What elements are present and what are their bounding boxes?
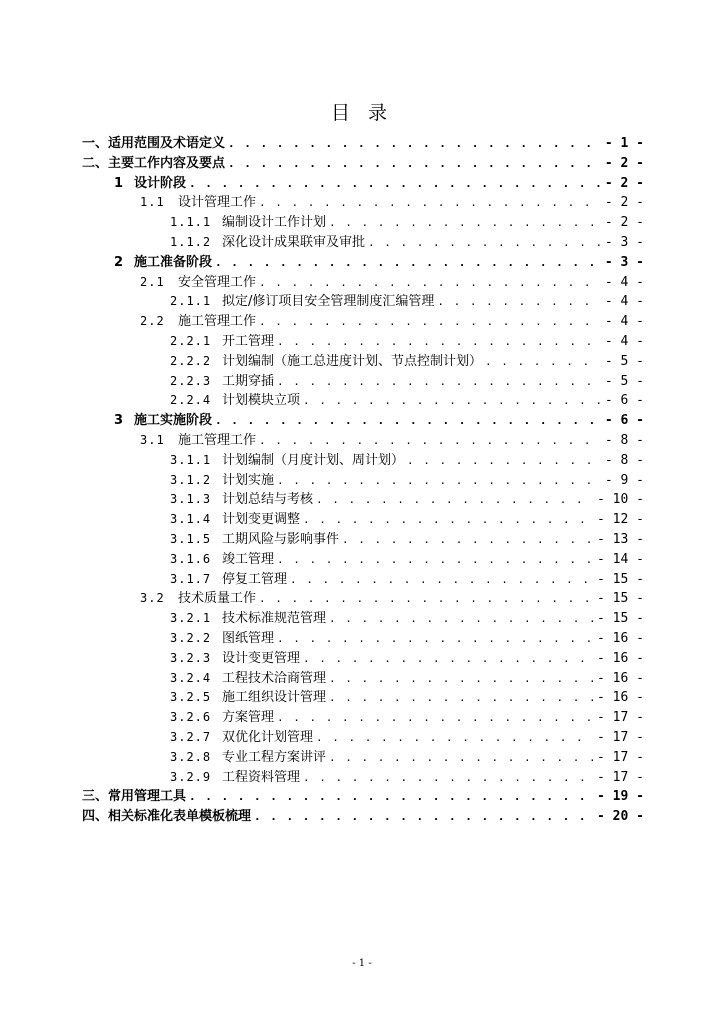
toc-dot-leader [228, 154, 601, 174]
toc-dot-leader [277, 629, 594, 649]
toc-entry-number: 3.1 [140, 433, 165, 447]
toc-entry-number: 3.2.3 [170, 650, 212, 665]
toc-entry-title: 工程资料管理 [222, 769, 301, 785]
toc-entry-number: 3.2.7 [170, 730, 212, 744]
toc-entry-title: 竣工管理 [222, 551, 275, 567]
toc-entry-number: 3 [114, 413, 124, 429]
toc-entry-title: 施工组织设计管理 [222, 690, 327, 706]
toc-entry-page: - 4 - [604, 314, 644, 330]
toc-entry[interactable] [170, 649, 644, 669]
toc-entry-page: - 17 - [597, 710, 644, 726]
toc-entry-title: 计划变更调整 [222, 512, 301, 528]
toc-dot-leader [228, 134, 601, 154]
toc-entry-number: 2.2.4 [170, 393, 212, 408]
toc-entry-page: - 8 - [604, 433, 644, 448]
toc-dot-leader [316, 490, 594, 510]
toc-entry[interactable] [140, 589, 644, 609]
toc-entry[interactable] [140, 273, 644, 293]
toc-dot-leader [215, 253, 601, 273]
toc-entry-title: 开工管理 [222, 334, 275, 349]
toc-entry[interactable] [170, 213, 644, 233]
toc-entry-page: - 8 - [604, 452, 644, 468]
toc-dot-leader [316, 728, 594, 748]
toc-entry[interactable] [170, 629, 644, 649]
toc-entry-title: 三、常用管理工具 [82, 789, 187, 805]
toc-entry-page: - 5 - [604, 353, 644, 369]
toc-entry-number: 2.2.3 [170, 373, 212, 388]
toc-dot-leader [407, 451, 601, 471]
toc-entry-title: 图纸管理 [222, 631, 275, 646]
toc-dot-leader [277, 471, 601, 491]
toc-entry-number: 2.1 [140, 274, 165, 289]
toc-entry[interactable] [170, 490, 644, 510]
toc-entry-title: 技术标准规范管理 [222, 611, 327, 627]
toc-entry[interactable] [170, 391, 644, 411]
toc-entry-page: - 14 - [597, 551, 644, 567]
toc-entry-page: - 3 - [604, 254, 644, 270]
toc-dot-leader [329, 213, 601, 233]
toc-dot-leader [368, 233, 601, 253]
toc-entry-title: 拟定/修订项目安全管理制度汇编管理 [222, 294, 435, 310]
page-number-footer: - 1 - [352, 958, 372, 969]
toc-entry-number: 2.2.1 [170, 334, 212, 348]
toc-entry-number: 3.1.3 [170, 492, 212, 507]
toc-entry-title: 施工实施阶段 [134, 413, 213, 429]
toc-entry-page: - 16 - [597, 690, 644, 706]
toc-entry-page: - 20 - [597, 809, 644, 825]
toc-entry-title: 工期风险与影响事件 [222, 532, 340, 547]
toc-dot-leader [290, 570, 594, 590]
toc-entry-title: 设计阶段 [134, 175, 187, 191]
toc-dot-leader [303, 768, 594, 788]
toc-entry-number: 2.2 [140, 314, 165, 329]
toc-entry-page: - 15 - [597, 571, 644, 587]
toc-entry-title: 专业工程方案讲评 [222, 749, 327, 765]
toc-entry-title: 设计管理工作 [178, 195, 257, 211]
toc-entry-title: 计划总结与考核 [222, 492, 314, 508]
toc-entry-number: 3.2.4 [170, 670, 212, 685]
toc-dot-leader [303, 391, 601, 411]
toc-entry[interactable] [82, 807, 644, 827]
toc-dot-leader [342, 530, 594, 550]
toc-dot-leader [215, 411, 601, 431]
toc-entry[interactable] [170, 768, 644, 788]
toc-dot-leader [259, 312, 601, 332]
toc-entry[interactable] [170, 669, 644, 689]
page-title: 目 录 [330, 102, 394, 124]
toc-dot-leader [259, 431, 601, 451]
toc-dot-leader [259, 589, 594, 609]
toc-entry-page: - 3 - [604, 235, 644, 250]
toc-entry-title: 施工管理工作 [178, 314, 257, 330]
toc-entry-number: 3.1.4 [170, 512, 212, 527]
toc-dot-leader [277, 332, 601, 352]
toc-entry-page: - 5 - [604, 373, 644, 389]
toc-entry-page: - 2 - [604, 215, 644, 231]
toc-entry-number: 3.2.9 [170, 769, 212, 784]
toc-entry-page: - 13 - [597, 532, 644, 547]
toc-entry-page: - 15 - [597, 591, 644, 607]
toc-dot-leader [329, 688, 594, 708]
toc-dot-leader [189, 174, 601, 194]
toc-entry-title: 一、适用范围及术语定义 [82, 136, 226, 151]
toc-dot-leader [303, 649, 594, 669]
toc-dot-leader [329, 669, 594, 689]
toc-entry-title: 编制设计工作计划 [222, 215, 327, 231]
toc-entry-title: 施工准备阶段 [134, 254, 213, 270]
toc-entry-title: 深化设计成果联审及审批 [222, 235, 366, 250]
toc-entry[interactable] [140, 193, 644, 213]
toc-entry-page: - 17 - [597, 749, 644, 765]
toc-entry[interactable] [170, 530, 644, 550]
toc-entry-title: 安全管理工作 [178, 274, 257, 290]
toc-entry-title: 工程技术洽商管理 [222, 670, 327, 686]
toc-entry-number: 3.2.5 [170, 690, 212, 705]
toc-entry[interactable] [170, 708, 644, 728]
toc-entry[interactable] [170, 748, 644, 768]
toc-entry[interactable] [170, 372, 644, 392]
toc-entry-number: 3.2.8 [170, 749, 212, 764]
toc-entry[interactable] [170, 570, 644, 590]
toc-entry[interactable] [82, 154, 644, 174]
toc-dot-leader [329, 748, 594, 768]
toc-entry-number: 1.1.2 [170, 235, 212, 249]
toc-entry-title: 双优化计划管理 [222, 730, 314, 745]
toc-dot-leader [277, 550, 594, 570]
toc-entry-page: - 6 - [604, 413, 644, 429]
toc-dot-leader [329, 609, 594, 629]
toc-entry[interactable] [140, 431, 644, 451]
toc-entry-title: 技术质量工作 [178, 591, 257, 607]
toc-entry-number: 3.1.2 [170, 472, 212, 487]
toc-entry-number: 3.1.6 [170, 551, 212, 566]
toc-entry-page: - 12 - [597, 512, 644, 528]
toc-entry-number: 1.1 [140, 195, 165, 210]
toc-entry-number: 3.1.7 [170, 571, 212, 586]
toc-dot-leader [259, 273, 601, 293]
toc-entry[interactable] [170, 292, 644, 312]
toc-entry-page: - 16 - [597, 631, 644, 646]
toc-entry-page: - 6 - [604, 393, 644, 409]
toc-entry-number: 1.1.1 [170, 215, 212, 230]
toc-entry-title: 计划实施 [222, 472, 275, 488]
toc-entry[interactable] [82, 787, 644, 807]
toc-dot-leader [303, 510, 594, 530]
toc-entry-page: - 17 - [597, 769, 644, 785]
toc-dot-leader [189, 787, 594, 807]
toc-entry[interactable] [114, 411, 644, 431]
toc-entry-number: 3.1.1 [170, 452, 212, 467]
toc-entry[interactable] [170, 233, 644, 253]
toc-entry[interactable] [114, 253, 644, 273]
toc-entry-page: - 19 - [597, 789, 644, 805]
toc-entry-page: - 2 - [604, 175, 644, 191]
toc-entry-page: - 4 - [604, 334, 644, 349]
toc-entry-number: 2.1.1 [170, 294, 212, 309]
toc-entry-title: 计划编制（施工总进度计划、节点控制计划） [222, 353, 483, 369]
toc-entry-number: 3.2 [140, 591, 165, 606]
toc-entry[interactable] [170, 332, 644, 352]
toc-entry-page: - 2 - [604, 195, 644, 211]
toc-entry-title: 施工管理工作 [178, 433, 257, 448]
toc-dot-leader [277, 372, 601, 392]
toc-entry[interactable] [140, 312, 644, 332]
toc-entry[interactable] [170, 688, 644, 708]
toc-entry-page: - 1 - [604, 136, 644, 151]
toc-entry-number: 3.2.6 [170, 710, 212, 725]
toc-entry[interactable] [170, 550, 644, 570]
toc-entry[interactable] [170, 728, 644, 748]
toc-entry-number: 2 [114, 254, 124, 270]
toc-entry-title: 二、主要工作内容及要点 [82, 155, 226, 171]
toc-entry[interactable] [82, 134, 644, 154]
toc-entry[interactable] [170, 451, 644, 471]
toc-entry[interactable] [170, 609, 644, 629]
toc-dot-leader [485, 352, 601, 372]
toc-entry-page: - 9 - [604, 472, 644, 488]
toc-dot-leader [259, 193, 601, 213]
toc-entry-number: 3.1.5 [170, 532, 212, 546]
toc-entry-page: - 17 - [597, 730, 644, 745]
toc-entry-number: 2.2.2 [170, 353, 212, 368]
toc-entry[interactable] [114, 174, 644, 194]
toc-entry-title: 停复工管理 [222, 571, 288, 587]
toc-entry-number: 3.2.1 [170, 611, 212, 626]
toc-entry-title: 计划编制（月度计划、周计划） [222, 452, 405, 468]
toc-entry-title: 计划模块立项 [222, 393, 301, 409]
toc-entry[interactable] [170, 471, 644, 491]
toc-entry-page: - 16 - [597, 670, 644, 686]
toc-entry-number: 3.2.2 [170, 631, 212, 645]
toc-entry-page: - 4 - [604, 274, 644, 290]
toc-entry[interactable] [170, 510, 644, 530]
toc-entry-title: 设计变更管理 [222, 650, 301, 666]
toc-entry-page: - 2 - [604, 155, 644, 171]
toc-entry-title: 工期穿插 [222, 373, 275, 389]
toc-entry-page: - 16 - [597, 650, 644, 666]
toc-dot-leader [254, 807, 594, 827]
toc-dot-leader [277, 708, 594, 728]
toc-dot-leader [437, 292, 601, 312]
toc-entry-number: 1 [114, 175, 124, 191]
toc-entry-page: - 15 - [597, 611, 644, 627]
toc-entry[interactable] [170, 352, 644, 372]
toc-entry-page: - 10 - [597, 492, 644, 508]
toc-entry-title: 四、相关标准化表单模板梳理 [82, 809, 252, 825]
toc-entry-title: 方案管理 [222, 710, 275, 726]
toc-entry-page: - 4 - [604, 294, 644, 310]
